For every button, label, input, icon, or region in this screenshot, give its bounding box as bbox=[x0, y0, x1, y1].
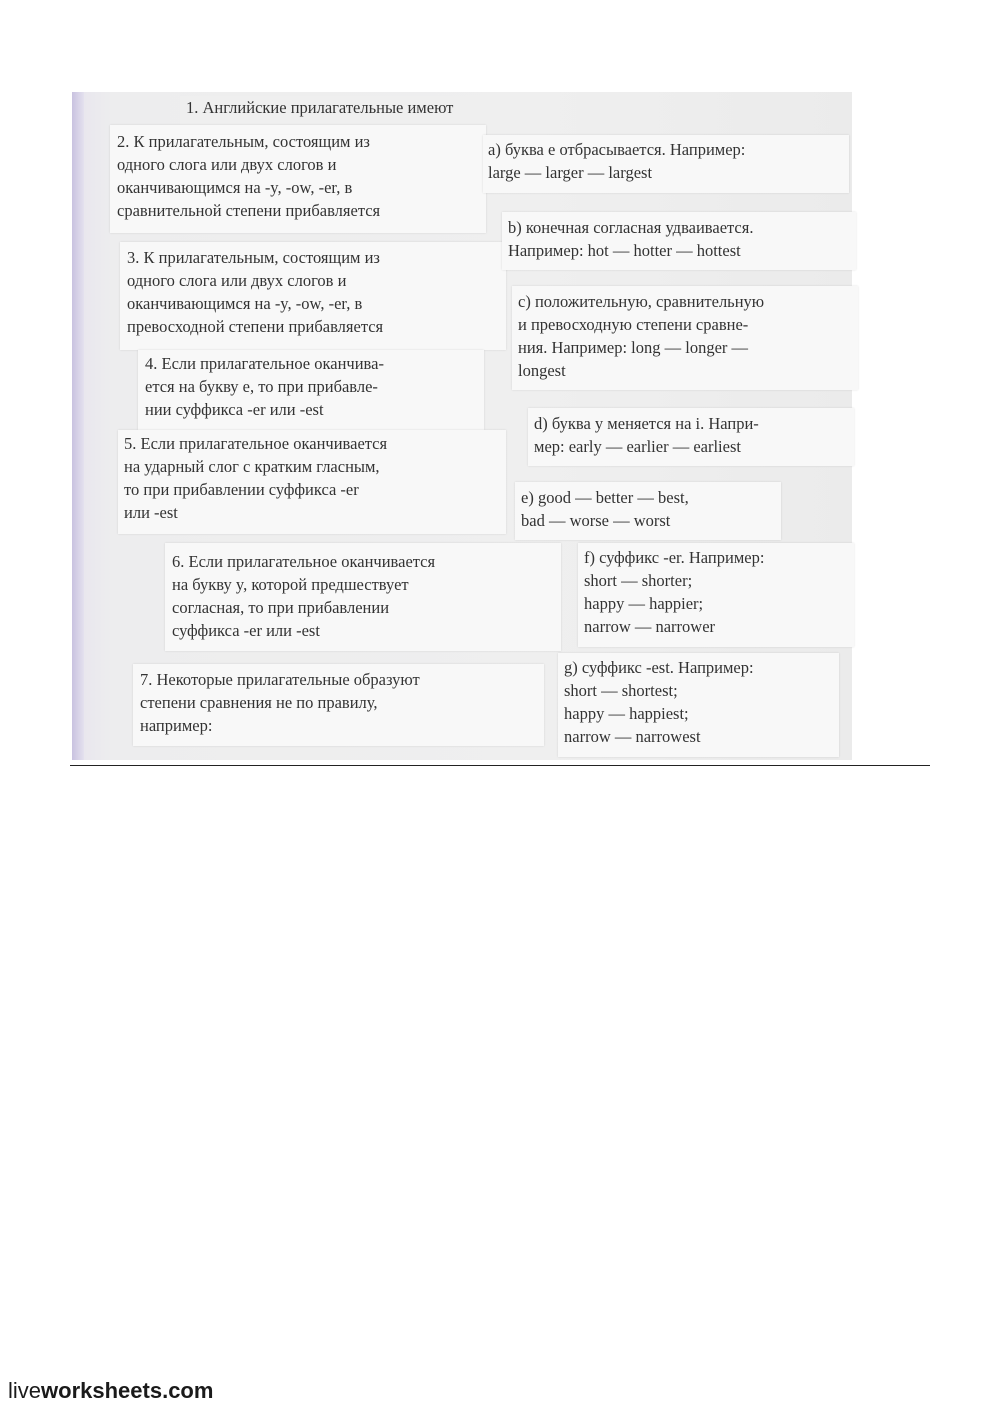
answer-b-text: b) конечная согласная удваивается. Например: hot — hotter — hottest bbox=[508, 218, 754, 260]
rule-3-text: 3. К прилагательным, состоящим из одного слога или двух слогов и оканчивающимся на -y, -ow, -er, в превосходной степени прибавляется bbox=[127, 248, 384, 336]
logo-bold-text: worksheets bbox=[41, 1378, 163, 1403]
scan-page-edge bbox=[72, 92, 84, 760]
answer-g-text: g) суффикс -est. Например: short — shortest; happy — happiest; narrow — narrowest bbox=[564, 658, 754, 746]
logo-light-text: live bbox=[8, 1378, 42, 1403]
rule-4-text: 4. Если прилагательное оканчива- ется на букву e, то при прибавле- нии суффикса -er или -est bbox=[145, 354, 384, 419]
rule-6-text: 6. Если прилагательное оканчивается на букву y, которой предшествует согласная, то при прибавлении суффикса -er или -est bbox=[172, 552, 436, 640]
rule-2-text: 2. К прилагательным, состоящим из одного слога или двух слогов и оканчивающимся на -y, -ow, -er, в сравнительной степени прибавляется bbox=[117, 132, 381, 220]
rule-5-text: 5. Если прилагательное оканчивается на ударный слог с кратким гласным, то при прибавлении суффикса -er или -est bbox=[124, 434, 388, 522]
logo-suffix-text: .com bbox=[162, 1378, 214, 1403]
separator-line bbox=[70, 765, 930, 766]
answer-a-text: a) буква e отбрасывается. Например: large — larger — largest bbox=[488, 140, 746, 182]
liveworksheets-logo bbox=[8, 1378, 213, 1404]
answer-f-text: f) суффикс -er. Например: short — shorter; happy — happier; narrow — narrower bbox=[584, 548, 765, 636]
rule-1-text: 1. Английские прилагательные имеют bbox=[186, 98, 454, 117]
answer-e-text: e) good — better — best, bad — worse — worst bbox=[521, 488, 689, 530]
rule-7-text: 7. Некоторые прилагательные образуют степени сравнения не по правилу, например: bbox=[140, 670, 420, 735]
answer-c-text: c) положительную, сравнительную и превосходную степени сравне- ния. Например: long — longer — longest bbox=[518, 292, 765, 380]
answer-d-text: d) буква y меняется на i. Напри- мер: early — earlier — earliest bbox=[534, 414, 759, 456]
